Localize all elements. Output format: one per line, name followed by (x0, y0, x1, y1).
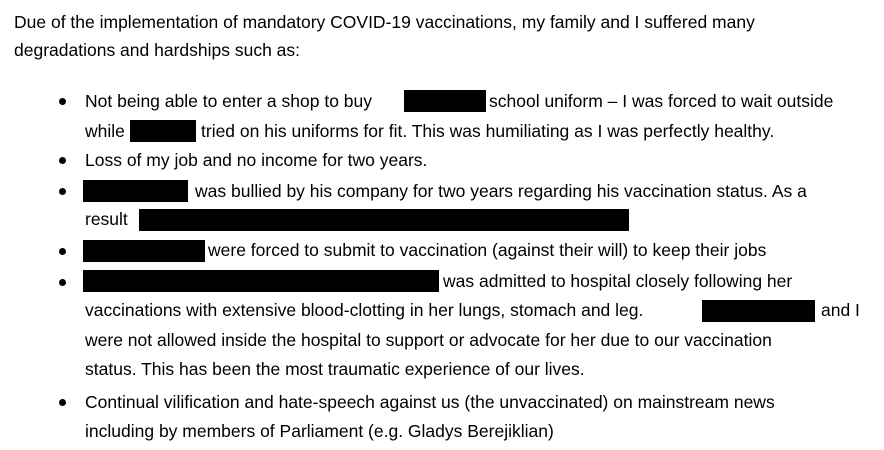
item-2-line-1: Loss of my job and no income for two years. (85, 150, 428, 170)
item-6-line-2: including by members of Parliament (e.g. Gladys Berejiklian) (85, 421, 554, 441)
item-5-line-3: were not allowed inside the hospital to support or advocate for her due to our vaccination (85, 330, 772, 350)
redaction-box (404, 90, 486, 112)
item-1-line-2-part-1: while (85, 121, 125, 141)
bullet-1 (59, 98, 66, 105)
item-5-line-2-part-1: vaccinations with extensive blood-clotting in her lungs, stomach and leg. (85, 300, 644, 320)
redaction-box (702, 300, 815, 322)
item-6-line-1: Continual vilification and hate-speech against us (the unvaccinated) on mainstream news (85, 392, 775, 412)
redaction-box (83, 240, 205, 262)
redaction-box (83, 180, 188, 202)
item-5-line-1: was admitted to hospital closely following her (443, 271, 793, 291)
item-5-line-4: status. This has been the most traumatic experience of our lives. (85, 359, 585, 379)
bullet-4 (59, 248, 66, 255)
intro-line-1: Due of the implementation of mandatory COVID-19 vaccinations, my family and I suffered many (14, 12, 755, 32)
redaction-box (139, 209, 629, 231)
intro-line-2: degradations and hardships such as: (14, 40, 301, 60)
redaction-box (83, 270, 439, 292)
item-1-line-1-part-1: Not being able to enter a shop to buy (85, 91, 373, 111)
item-1-line-1-part-2: school uniform – I was forced to wait outside (489, 91, 834, 111)
bullet-5 (59, 279, 66, 286)
bullet-6 (59, 399, 66, 406)
item-3-line-1: was bullied by his company for two years regarding his vaccination status. As a (195, 181, 807, 201)
item-3-line-2: result (85, 209, 128, 229)
bullet-2 (59, 157, 66, 164)
redaction-box (130, 120, 196, 142)
item-1-line-2-part-2: tried on his uniforms for fit. This was humiliating as I was perfectly healthy. (201, 121, 775, 141)
item-4-line-1: were forced to submit to vaccination (against their will) to keep their jobs (208, 240, 767, 260)
bullet-3 (59, 188, 66, 195)
item-5-line-2-part-2: and I (821, 300, 860, 320)
